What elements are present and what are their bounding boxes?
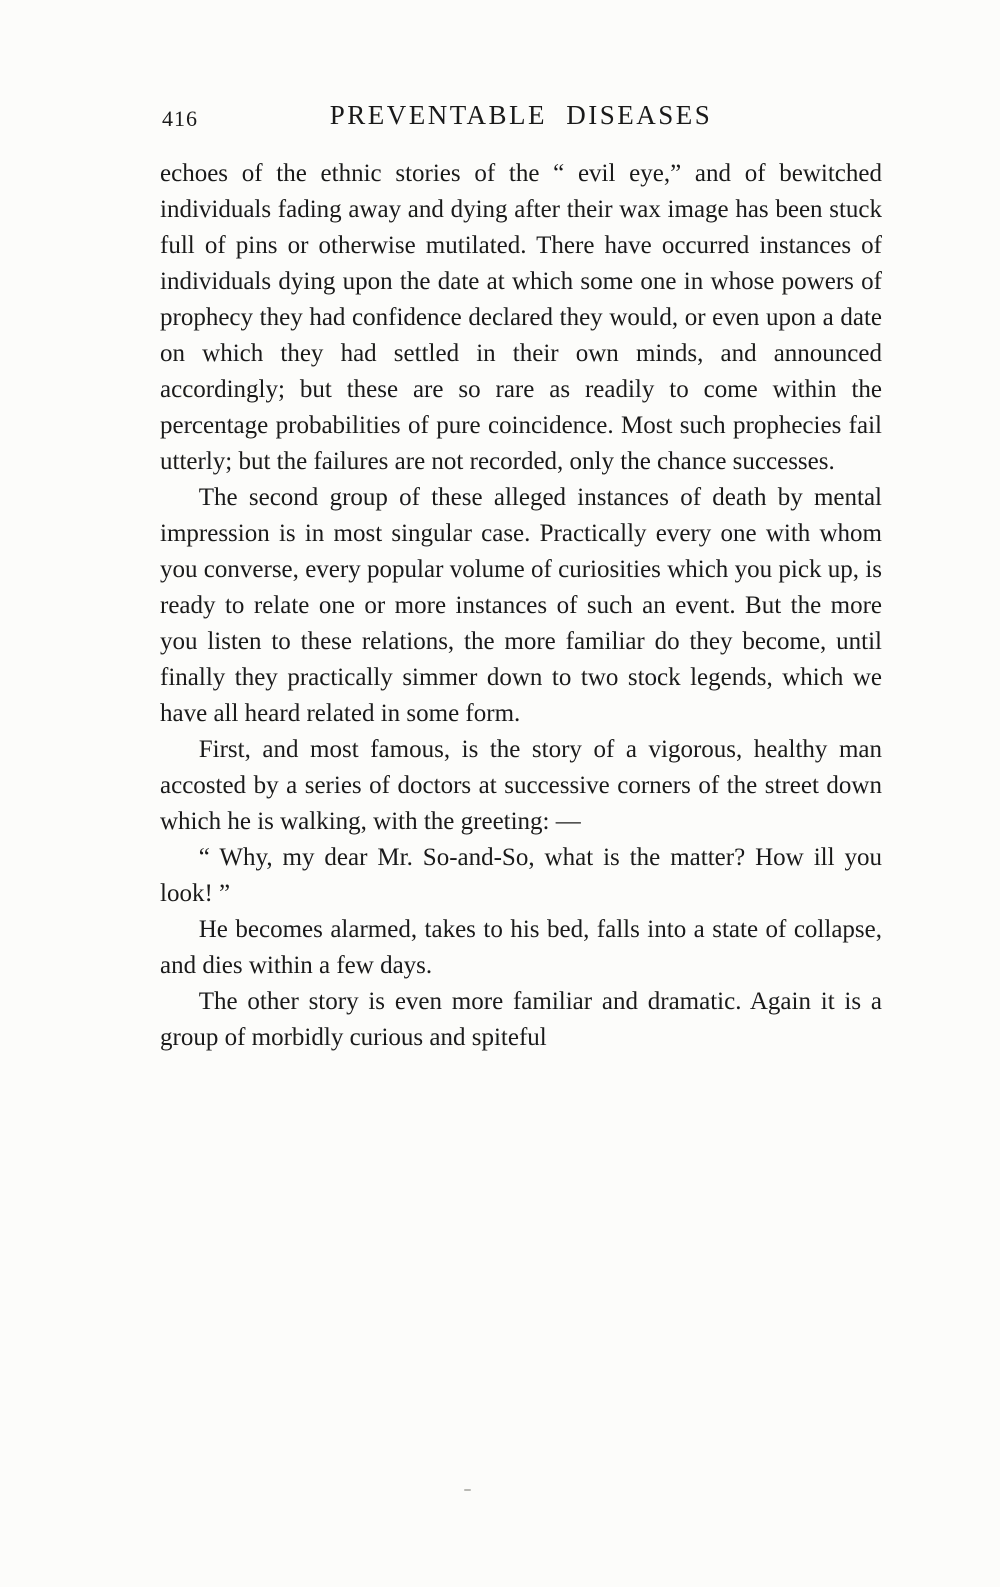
paragraph: echoes of the ethnic stories of the “ evil eye,” and of bewitched individuals fading away and dying after their wax image has been stuck full of pins or otherwise mutilated. There have occurred instances of individuals dying upon the date at which some one in whose powers of prophecy they had confidence declared they would, or even upon a date on which they had settled in their own minds, and announced accordingly; but these are so rare as readily to come within the percentage probabilities of pure coincidence. Most such prophecies fail utterly; but the failures are not recorded, only the chance successes. (160, 160, 882, 475)
running-title: PREVENTABLE DISEASES (329, 100, 713, 130)
paragraph: The second group of these alleged instances of death by mental impression is in most singular case. Practically every one with whom you converse, every popular volume of curiosities which you pick up, is ready to relate one or more instances of such an event. But the more you listen to these relations, the more familiar do they become, until finally they practically simmer down to two stock legends, which we have all heard related in some form. (160, 484, 882, 727)
book-page (160, 98, 882, 1056)
page-header (160, 98, 882, 140)
paragraph: The other story is even more familiar and dramatic. Again it is a group of morbidly curious and spiteful (160, 988, 882, 1051)
page-number: 416 (162, 106, 198, 131)
scan-artifact-speck (464, 1489, 471, 1491)
body-text (160, 156, 882, 1056)
paragraph: First, and most famous, is the story of a vigorous, healthy man accosted by a series of doctors at successive corners of the street down which he is walking, with the greeting: — (160, 736, 882, 835)
paragraph: He becomes alarmed, takes to his bed, falls into a state of collapse, and dies within a few days. (160, 916, 882, 979)
paragraph: “ Why, my dear Mr. So-and-So, what is the matter? How ill you look! ” (160, 844, 882, 907)
